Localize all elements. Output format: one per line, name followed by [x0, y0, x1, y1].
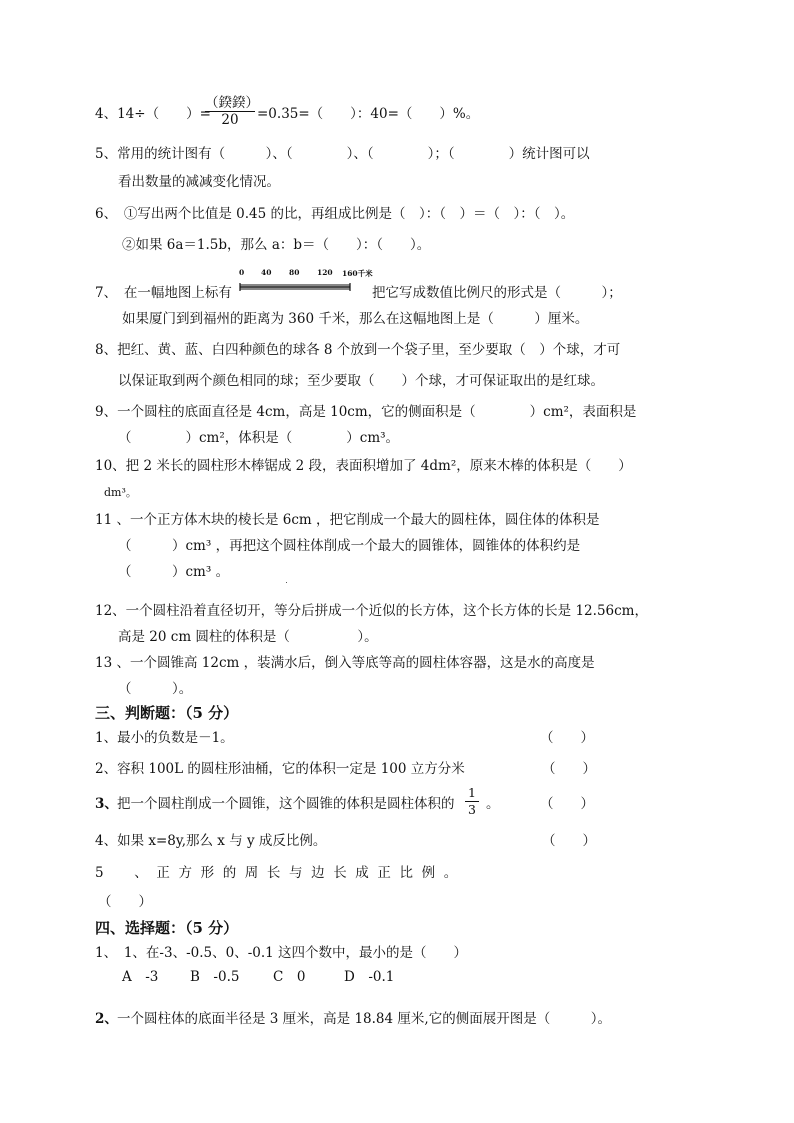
judge-answer-paren[interactable]: （ ）: [540, 730, 594, 746]
scale-tick-label: 40: [261, 268, 272, 277]
q8-line2: 以保证取到两个颜色相同的球；至少要取（ ）个球，才可保证取出的是红球。: [118, 373, 604, 389]
judge-item-text: 1、最小的负数是－1。: [95, 730, 234, 746]
judge-fraction: [465, 785, 479, 818]
q7-part1: 7、 在一幅地图上标有: [95, 285, 232, 301]
judge-answer-paren[interactable]: （ ）: [540, 796, 594, 812]
choice-q2-text: 一个圆柱体的底面半径是 3 厘米，高是 18.84 厘米,它的侧面展开图是（ ）。: [117, 1011, 611, 1027]
q6-line1: 6、 ①写出两个比值是 0.45 的比，再组成比例是（ ）：（ ）＝（ ）：（ ）。: [95, 206, 575, 222]
scale-tick-label: 160千米: [342, 269, 373, 278]
judge-item-number: 3、: [95, 796, 118, 812]
judge-answer-paren[interactable]: （ ）: [542, 833, 596, 849]
q6-line2: ②如果 6a＝1.5b，那么 a：b＝（ ）：（ ）。: [122, 237, 431, 253]
scale-tick-label: 80: [289, 268, 300, 277]
section4-title: 四、选择题：（5 分）: [95, 919, 239, 937]
section3-title: 三、判断题：（5 分）: [95, 704, 239, 722]
fraction-numerator: 1: [468, 785, 476, 800]
scale-tick-label: 120: [317, 268, 333, 277]
choice-q2-number: 2、: [95, 1011, 118, 1027]
q7-scale-bar: [239, 268, 373, 294]
q5-line1: 5、常用的统计图有（ ）、（ ）、（ ）；（ ）统计图可以: [95, 146, 590, 162]
q7-part2: 把它写成数值比例尺的形式是（ ）；: [372, 285, 622, 301]
q11-line1: 11 、一个正方体木块的棱长是 6cm ，把它削成一个最大的圆柱体，圆住体的体积是: [95, 512, 600, 528]
stray-dot: [286, 582, 287, 583]
q10-line2: dm³。: [104, 486, 137, 499]
q13-line1: 13 、一个圆锥高 12cm ，装满水后，倒入等底等高的圆柱体容器，这是水的高度是: [95, 655, 595, 671]
q4-suffix: =0.35=（ ）：40=（ ）%。: [257, 106, 480, 122]
judge-item-text: 2、容积 100L 的圆柱形油桶，它的体积一定是 100 立方分米: [95, 761, 465, 777]
q7-line2: 如果厦门到到福州的距离为 360 千米，那么在这幅地图上是（ ）厘米。: [122, 311, 589, 327]
q13-line2: （ ）。: [118, 681, 193, 697]
judge-item-text: 5 、正方形的周长与边长成正比例。: [95, 865, 466, 881]
q4-fraction: [205, 95, 259, 128]
fraction-denominator: 3: [468, 802, 476, 817]
q9-line1: 9、一个圆柱的底面直径是 4cm，高是 10cm，它的侧面积是（ ）cm²，表面积是: [95, 404, 637, 420]
choice-option-c[interactable]: C 0: [273, 969, 306, 985]
judge-answer-paren[interactable]: （ ）: [98, 894, 152, 910]
choice-option-d[interactable]: D -0.1: [344, 969, 395, 985]
q11-line2: （ ）cm³ ，再把这个圆柱体削成一个最大的圆锥体，圆锥体的体积约是: [118, 538, 581, 554]
q12-line2: 高是 20 cm 圆柱的体积是（ ）。: [118, 629, 378, 645]
choice-q1-text: 1、 1、在-3、-0.5、0、-0.1 这四个数中，最小的是（ ）: [95, 945, 468, 961]
choice-option-b[interactable]: B -0.5: [190, 969, 240, 985]
q4-fraction-numerator: （鍨鍨）: [205, 95, 259, 111]
judge-answer-paren[interactable]: （ ）: [542, 761, 596, 777]
q4-prefix: 4、14÷（ ）=: [95, 106, 211, 122]
q4-fraction-denominator: 20: [221, 112, 239, 128]
q11-line3: （ ）cm³ 。: [118, 564, 230, 580]
scale-tick-label: 0: [239, 268, 245, 277]
q12-line1: 12、一个圆柱沿着直径切开，等分后拼成一个近似的长方体，这个长方体的长是 12.56cm，: [95, 603, 648, 619]
scale-ruler: [239, 280, 354, 294]
choice-option-a[interactable]: A -3: [122, 969, 159, 985]
judge-item-period: 。: [486, 796, 500, 812]
q9-line2: （ ）cm²，体积是（ ）cm³。: [118, 430, 400, 446]
q8-line1: 8、把红、黄、蓝、白四种颜色的球各 8 个放到一个袋子里，至少要取（ ）个球，才可: [95, 342, 621, 358]
judge-item-text: 把一个圆柱削成一个圆锥，这个圆锥的体积是圆柱体积的: [117, 796, 455, 812]
q10-line1: 10、把 2 米长的圆柱形木棒锯成 2 段，表面积增加了 4dm²，原来木棒的体积是（ ）: [95, 458, 632, 474]
judge-item-text: 4、如果 x=8y,那么 x 与 y 成反比例。: [95, 833, 327, 849]
q5-line2: 看出数量的减减变化情况。: [118, 174, 280, 190]
